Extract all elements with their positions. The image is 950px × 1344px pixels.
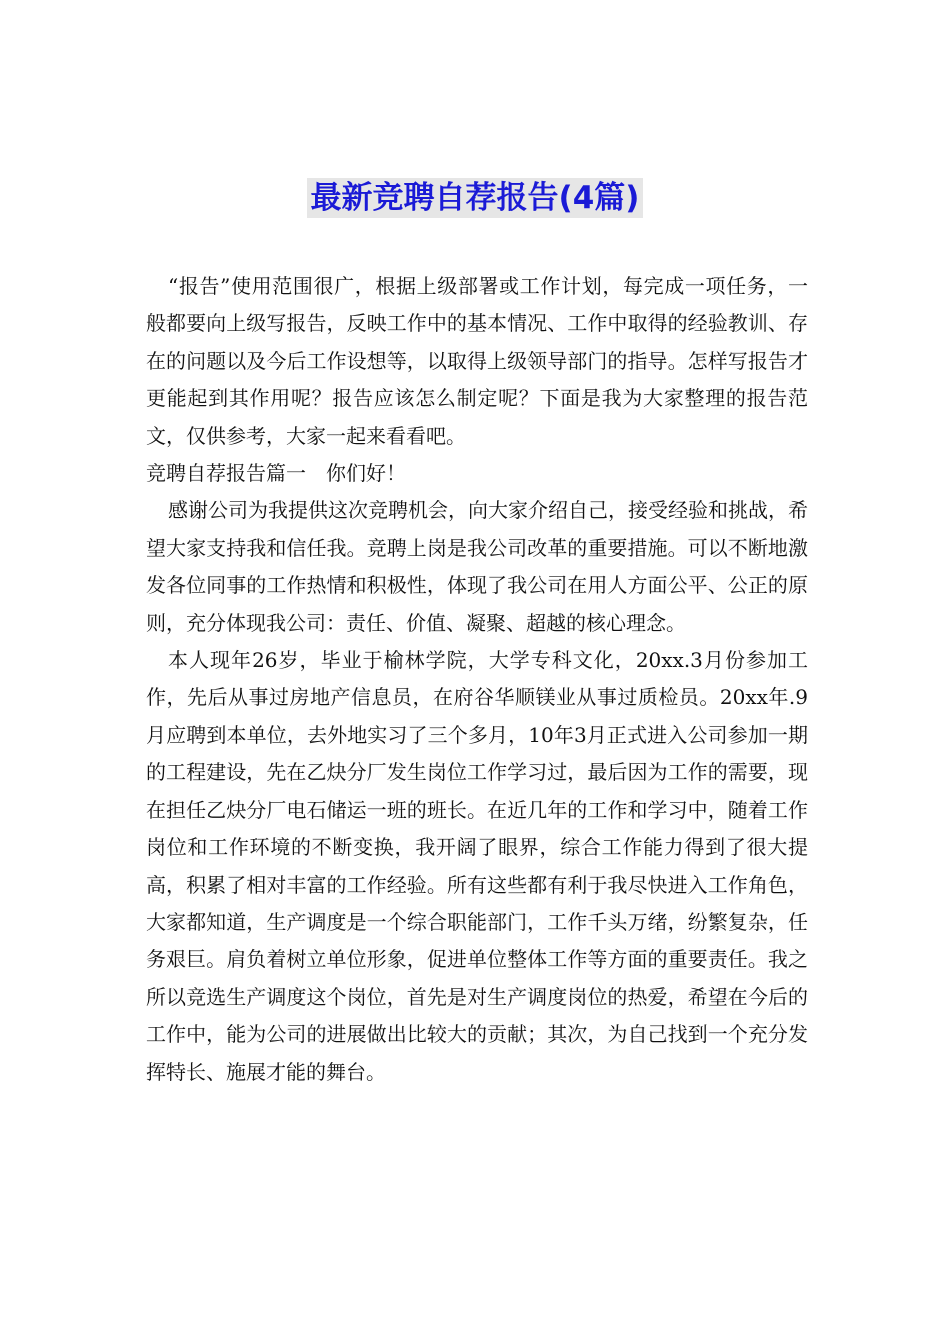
document-title: 最新竞聘自荐报告(4篇) bbox=[307, 178, 644, 218]
title-container bbox=[0, 178, 950, 218]
intro-paragraph: “报告”使用范围很广，根据上级部署或工作计划，每完成一项任务，一般都要向上级写报告，反映工作中的基本情况、工作中取得的经验教训、存在的问题以及今后工作设想等，以取得上级领导部门的指导。怎样写报告才更能起到其作用呢？报告应该怎么制定呢？下面是我为大家整理的报告范文，仅供参考，大家一起来看看吧。 bbox=[146, 274, 808, 448]
section-heading-line: 竞聘自荐报告篇一 你们好！ bbox=[146, 461, 406, 486]
body-paragraph: 感谢公司为我提供这次竞聘机会，向大家介绍自己，接受经验和挑战，希望大家支持我和信任我。竞聘上岗是我公司改革的重要措施。可以不断地激发各位同事的工作热情和积极性，体现了我公司在用人方面公平、公正的原则，充分体现我公司：责任、价值、凝聚、超越的核心理念。 bbox=[146, 498, 808, 635]
body-paragraph: 本人现年26岁，毕业于榆林学院，大学专科文化，20xx.3月份参加工作，先后从事过房地产信息员，在府谷华顺镁业从事过质检员。20xx年.9月应聘到本单位，去外地实习了三个多月，10年3月正式进入公司参加一期的工程建设，先在乙炔分厂发生岗位工作学习过，最后因为工作的需要，现在担任乙炔分厂电石储运一班的班长。在近几年的工作和学习中，随着工作岗位和工作环境的不断变换，我开阔了眼界，综合工作能力得到了很大提高，积累了相对丰富的工作经验。所有这些都有利于我尽快进入工作角色，大家都知道，生产调度是一个综合职能部门，工作千头万绪，纷繁复杂，任务艰巨。肩负着树立单位形象，促进单位整体工作等方面的重要责任。我之所以竞选生产调度这个岗位，首先是对生产调度岗位的热爱，希望在今后的工作中，能为公司的进展做出比较大的贡献；其次，为自己找到一个充分发挥特长、施展才能的舞台。 bbox=[146, 648, 808, 1084]
document-body bbox=[146, 268, 808, 1091]
